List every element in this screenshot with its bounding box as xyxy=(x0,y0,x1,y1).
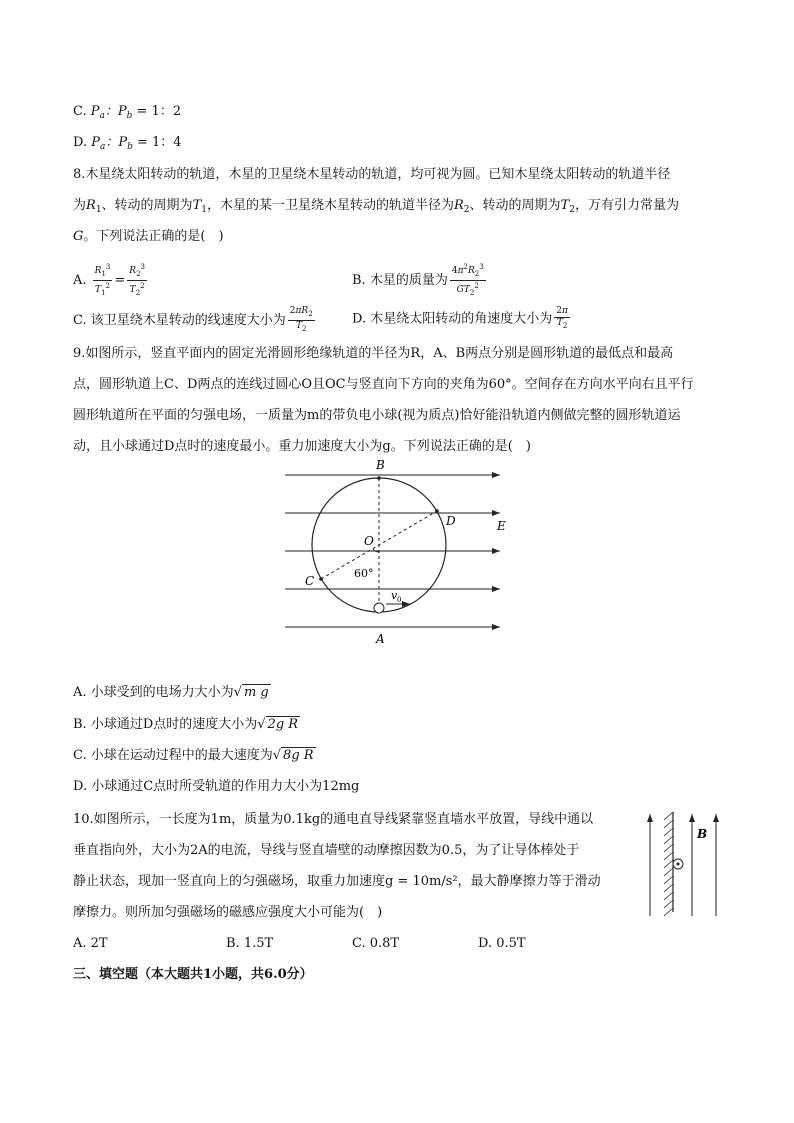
q9-stem-line1: 9.如图所示，竖直平面内的固定光滑圆形绝缘轨道的半径为R，A、B两点分别是圆形轨道的最低点和最高 xyxy=(73,346,674,361)
q9-option-a: A. 小球受到的电场力大小为√ m g xyxy=(73,685,269,700)
label-e: E xyxy=(497,519,506,533)
q9-option-d: D. 小球通过C点时所受轨道的作用力大小为12mg xyxy=(73,779,360,794)
q8-stem-line1: 8.木星绕太阳转动的轨道，木星的卫星绕木星转动的轨道，均可视为圆。已知木星绕太阳转动的轨道半径 xyxy=(73,167,671,182)
q8-option-b: B. 木星的质量为 $\frac{4\pi^2R_2^3}{GT_2^2}$ xyxy=(352,263,484,297)
ball xyxy=(374,603,384,613)
q9-figure xyxy=(270,455,530,650)
q10-option-a: A. 2T xyxy=(73,936,108,951)
q10-stem-line2: 垂直指向外，大小为2A的电流，导线与竖直墙壁的动摩擦因数为0.5，为了让导体棒处于 xyxy=(73,843,580,858)
label-b-field: B xyxy=(697,827,708,841)
label-o: O xyxy=(364,534,374,548)
point-d xyxy=(435,509,439,513)
q8-stem-line2: 为$R_1$、转动的周期为$T_1$，木星的某一卫星绕木星转动的轨道半径为$R_2$、转动的周期为$T_2$，万有引力常量为 xyxy=(73,198,679,215)
q10-stem-line1: 10.如图所示，一长度为1m，质量为0.1kg的通电直导线紧靠竖直墙水平放置，导线中通以 xyxy=(73,812,594,827)
q10-option-b: B. 1.5T xyxy=(226,936,274,951)
q9-stem-line2: 点，圆形轨道上C、D两点的连线过圆心O且OC与竖直向下方向的夹角为60°。空间存在方向水平向右且平行 xyxy=(73,377,694,392)
point-c xyxy=(319,577,323,581)
label-angle: 60° xyxy=(354,567,374,580)
q10-stem-line3: 静止状态，现加一竖直向上的匀强磁场，取重力加速度g = 10m/s²，最大静摩擦力等于滑动 xyxy=(73,874,601,889)
q10-figure xyxy=(640,808,725,920)
q8-stem-line3: G。下列说法正确的是( ) xyxy=(73,229,224,244)
label-a: A xyxy=(376,632,385,646)
q8-option-c: C. 该卫星绕木星转动的线速度大小为 $\frac{2\pi R_2}{T_2}$ xyxy=(73,306,313,333)
label-c: C xyxy=(305,574,315,588)
label-v0: v xyxy=(391,589,398,602)
q10-stem-line4: 摩擦力。则所加匀强磁场的磁感应强度大小可能为( ) xyxy=(73,905,383,920)
q9-stem-line3: 圆形轨道所在平面的匀强电场，一质量为m的带负电小球(视为质点)恰好能沿轨道内侧做完整的圆形轨道运 xyxy=(73,408,681,423)
section-heading: 三、填空题（本大题共1小题，共6.0分） xyxy=(73,967,313,982)
q9-option-b: B. 小球通过D点时的速度大小为√ 2g R xyxy=(73,717,299,732)
q9-option-c: C. 小球在运动过程中的最大速度为√ 8g R xyxy=(73,748,314,763)
point-b xyxy=(377,476,381,480)
label-v0-sub: 0 xyxy=(397,596,402,604)
label-b: B xyxy=(376,458,385,472)
q9-stem-line4: 动，且小球通过D点时的速度最小。重力加速度大小为g。下列说法正确的是( ) xyxy=(73,439,531,454)
wall-hatching xyxy=(664,812,673,916)
label-d: D xyxy=(446,514,456,528)
q7-option-c: C. $P_a$：$P_b = 1$：2 xyxy=(73,104,182,121)
q10-option-d: D. 0.5T xyxy=(478,936,526,951)
q8-option-d: D. 木星绕太阳转动的角速度大小为 $\frac{2\pi}{T_2}$ xyxy=(352,306,568,330)
q10-option-c: C. 0.8T xyxy=(352,936,400,951)
q8-option-a: A. $\frac{R_1^3}{T_1^2}$ = $\frac{R_2^3}{T_2^2}$ xyxy=(73,263,146,297)
q7-option-d: D. $P_a$：$P_b = 1$：4 xyxy=(73,135,182,152)
